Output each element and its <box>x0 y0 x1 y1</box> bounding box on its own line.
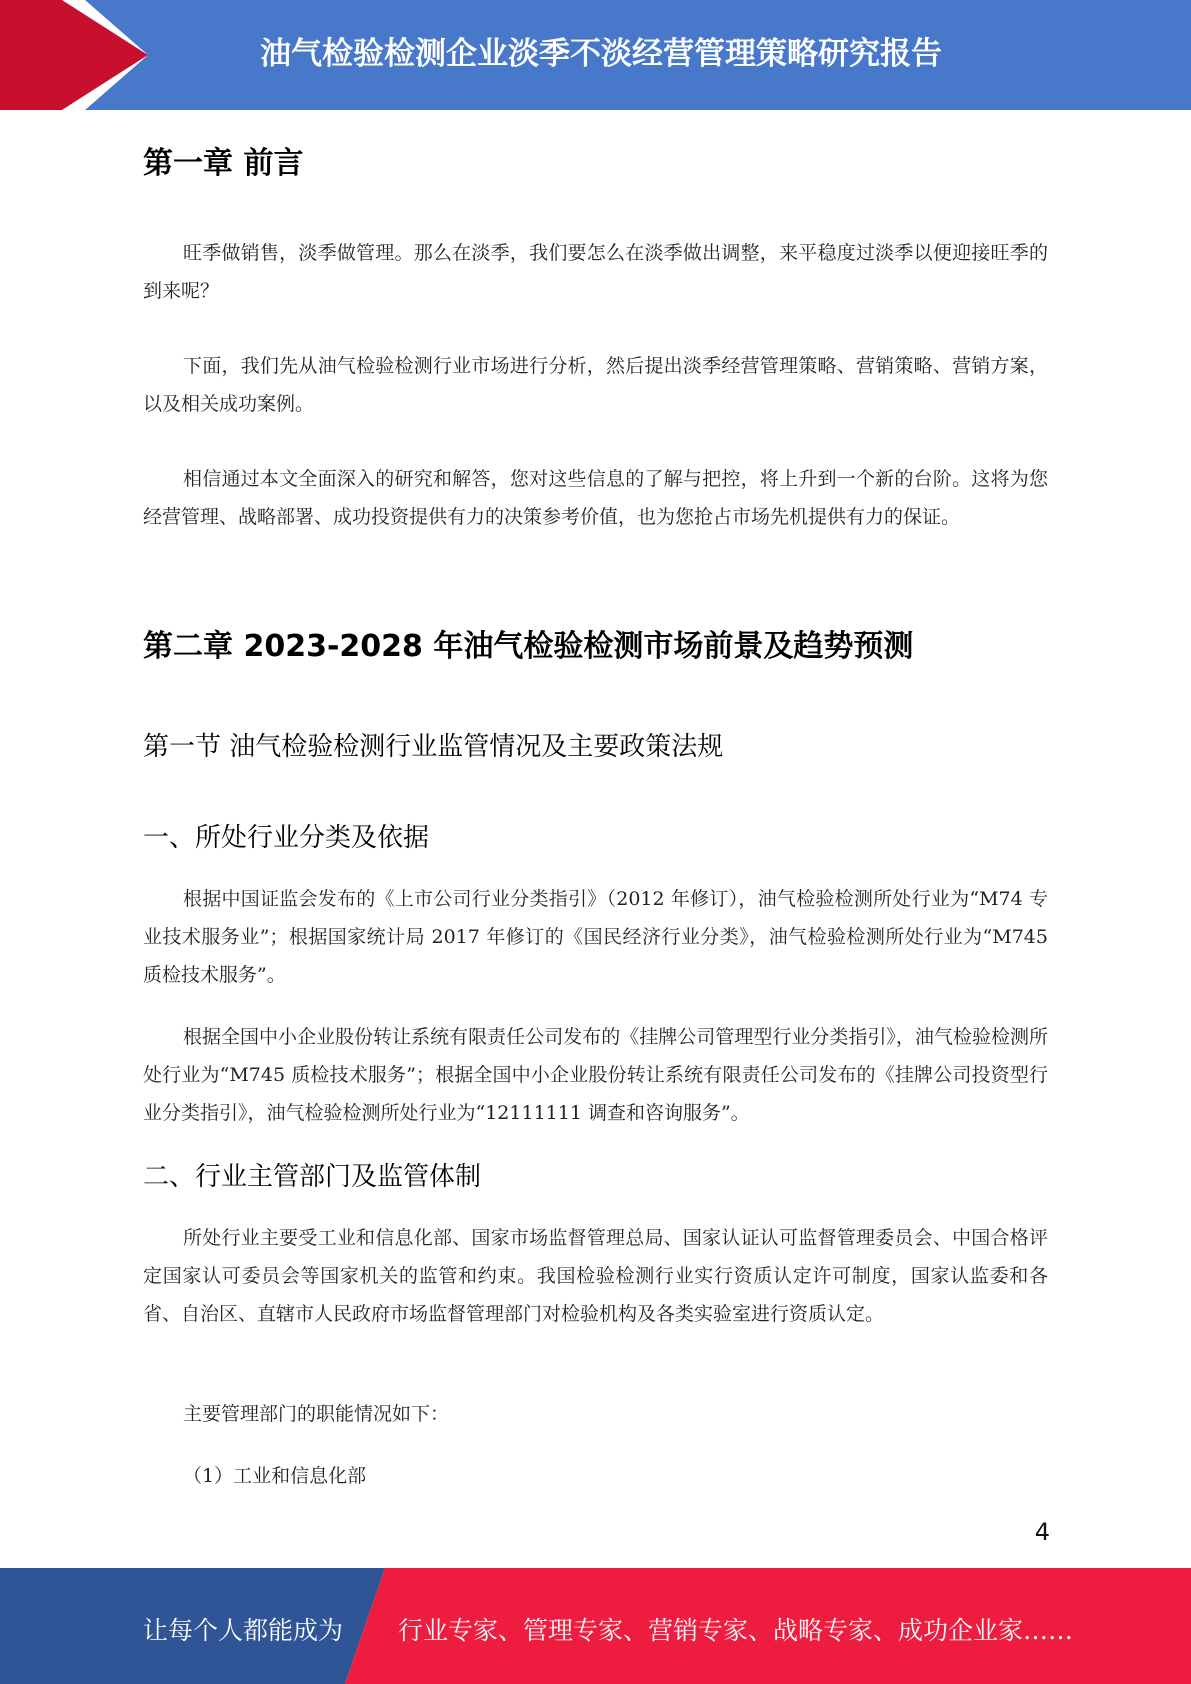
paragraph: 旺季做销售，淡季做管理。那么在淡季，我们要怎么在淡季做出调整，来平稳度过淡季以便迎接旺季的到来呢？ <box>143 242 1048 302</box>
paragraph: （1）工业和信息化部 <box>183 1465 367 1487</box>
subsection-1-heading: 一、所处行业分类及依据 <box>143 823 430 853</box>
paragraph: 下面，我们先从油气检验检测行业市场进行分析，然后提出淡季经营管理策略、营销策略、营销方案，以及相关成功案例。 <box>143 355 1048 415</box>
page-header <box>0 0 1191 110</box>
page-footer <box>0 1568 1191 1684</box>
paragraph: 所处行业主要受工业和信息化部、国家市场监督管理总局、国家认证认可监督管理委员会、中国合格评定国家认可委员会等国家机关的监管和约束。我国检验检测行业实行资质认定许可制度，国家认监委和各省、自治区、直辖市人民政府市场监督管理部门对检验机构及各类实验室进行资质认定。 <box>143 1227 1048 1325</box>
paragraph: 根据全国中小企业股份转让系统有限责任公司发布的《挂牌公司管理型行业分类指引》，油气检验检测所处行业为“M745 质检技术服务”；根据全国中小企业股份转让系统有限责任公司发布的《挂牌公司投资型行业分类指引》，油气检验检测所处行业为“12111111 调查和咨询服务”。 <box>143 1026 1048 1124</box>
chapter-1-heading: 第一章 前言 <box>143 146 304 181</box>
document-title: 油气检验检测企业淡季不淡经营管理策略研究报告 <box>260 36 942 72</box>
footer-slogan-right: 行业专家、管理专家、营销专家、战略专家、成功企业家…… <box>398 1616 1074 1645</box>
chapter-2-heading: 第二章 2023-2028 年油气检验检测市场前景及趋势预测 <box>143 629 914 664</box>
paragraph: 根据中国证监会发布的《上市公司行业分类指引》（2012 年修订），油气检验检测所处行业为“M74 专业技术服务业”；根据国家统计局 2017 年修订的《国民经济行业分类》，油气检验检测所处行业为“M745 质检技术服务”。 <box>143 888 1048 986</box>
paragraph: 相信通过本文全面深入的研究和解答，您对这些信息的了解与把控，将上升到一个新的台阶。这将为您经营管理、战略部署、成功投资提供有力的决策参考价值，也为您抢占市场先机提供有力的保证。 <box>143 468 1048 528</box>
subsection-2-heading: 二、行业主管部门及监管体制 <box>143 1162 482 1192</box>
section-1-heading: 第一节 油气检验检测行业监管情况及主要政策法规 <box>143 732 724 762</box>
footer-slogan-left: 让每个人都能成为 <box>143 1616 344 1645</box>
paragraph: 主要管理部门的职能情况如下： <box>183 1403 450 1425</box>
page-number: 4 <box>1034 1518 1050 1546</box>
